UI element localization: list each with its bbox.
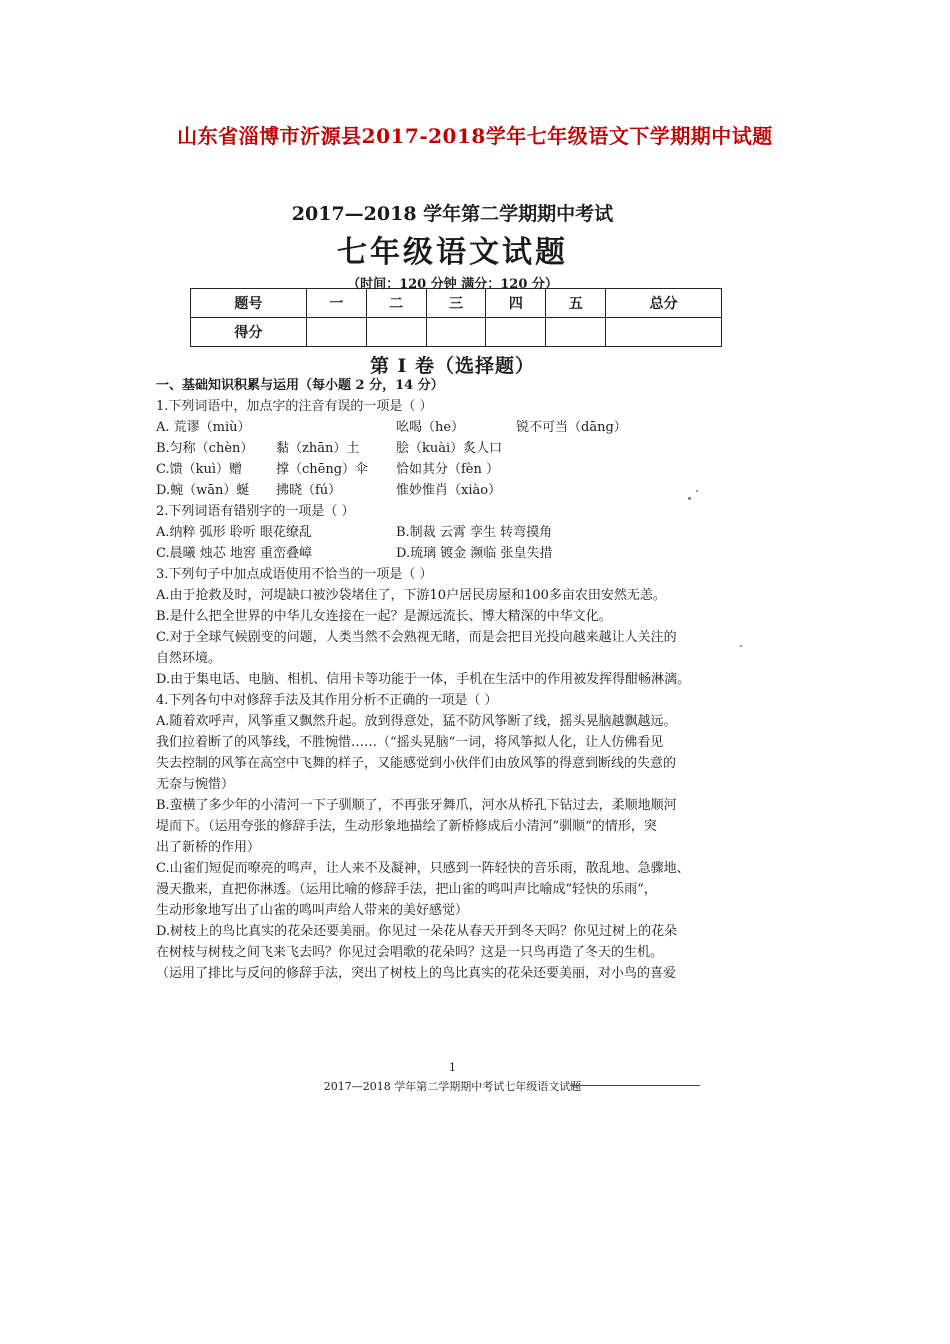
- score-cell: 二: [366, 289, 426, 318]
- page-footer: [140, 1061, 765, 1094]
- option-part: 锐不可当（dāng）: [516, 420, 627, 435]
- option-part: 吆喝（he）: [396, 420, 465, 435]
- question-line: A.随着欢呼声，风筝重又飘然升起。放到得意处，猛不防风筝断了线，摇头晃脑越飘越远。: [156, 714, 677, 729]
- option-part: B.匀称（chèn）: [156, 441, 254, 456]
- option-part: A.纳粹 弧形 聆听 眼花缭乱: [156, 525, 312, 540]
- question-line: D.由于集电话、电脑、相机、信用卡等功能于一体，手机在生活中的作用被发挥得酣畅淋漓。: [156, 672, 691, 687]
- score-cell: [606, 318, 722, 347]
- question-stem: 1.下列词语中，加点字的注音有误的一项是（ ）: [156, 399, 433, 414]
- option-part: 撑（chēng）伞: [276, 462, 369, 477]
- document-title: 山东省淄博市沂源县2017-2018学年七年级语文下学期期中试题: [177, 124, 773, 148]
- question-line: 无奈与惋惜）: [156, 777, 235, 792]
- option-part: 恰如其分（fèn ）: [396, 462, 500, 477]
- question-body: [156, 375, 751, 984]
- page-number: 1: [449, 1061, 456, 1074]
- score-cell: 五: [546, 289, 606, 318]
- score-cell: [366, 318, 426, 347]
- score-cell: 总分: [606, 289, 722, 318]
- section-heading: 一、基础知识积累与运用（每小题 2 分，14 分）: [156, 378, 444, 393]
- question-line: B.是什么把全世界的中华儿女连接在一起？是源远流长、博大精深的中华文化。: [156, 609, 612, 624]
- score-cell: 三: [426, 289, 486, 318]
- score-cell: [546, 318, 606, 347]
- question-line: C.山雀们短促而嘹亮的鸣声，让人来不及凝神，只感到一阵轻快的音乐雨，散乱地、急骤地、: [156, 861, 690, 876]
- option-row: [156, 417, 751, 438]
- question-stem: 3.下列句子中加点成语使用不恰当的一项是（ ）: [156, 567, 433, 582]
- option-part: 黏（zhān）土: [276, 441, 360, 456]
- volume-title: 第 Ⅰ 卷（选择题）: [369, 355, 536, 377]
- option-part: 拂晓（fú）: [276, 483, 342, 498]
- question-line: 失去控制的风筝在高空中飞舞的样子，又能感觉到小伙伴们由放风筝的得意到断线的失意的: [156, 756, 677, 771]
- question-stem: 2.下列词语有错别字的一项是（ ）: [156, 504, 355, 519]
- question-line: 在树枝与树枝之间飞来飞去吗？你见过会唱歌的花朵吗？这是一只鸟再造了冬天的生机。: [156, 945, 664, 960]
- option-row: [156, 438, 751, 459]
- scanned-exam-page: [140, 185, 765, 1105]
- scan-speck: [740, 645, 742, 647]
- score-cell: 题号: [191, 289, 307, 318]
- option-row: [156, 543, 751, 564]
- question-line: 我们拉着断了的风筝线，不胜惋惜……（“摇头晃脑“一词，将风筝拟人化，让人仿佛看见: [156, 735, 664, 750]
- score-cell: 得分: [191, 318, 307, 347]
- question-line: B.蛮横了多少年的小清河一下子驯顺了，不再张牙舞爪，河水从桥孔下钻过去，柔顺地顺河: [156, 798, 677, 813]
- score-cell: [486, 318, 546, 347]
- scan-speck: [696, 490, 698, 492]
- question-line: 出了新桥的作用）: [156, 840, 261, 855]
- option-row: [156, 522, 751, 543]
- option-row: [156, 480, 751, 501]
- footer-rule: [570, 1085, 700, 1086]
- option-part: A. 荒谬（miù）: [156, 420, 251, 435]
- option-part: D.琉璃 镀金 濒临 张皇失措: [396, 546, 553, 561]
- score-cell: [306, 318, 366, 347]
- question-line: 堤而下。（运用夸张的修辞手法，生动形象地描绘了新桥修成后小清河”驯顺“的情形，突: [156, 819, 657, 834]
- exam-heading: 2017—2018 学年第二学期期中考试: [291, 203, 614, 225]
- score-table: [190, 288, 722, 347]
- scan-speck: [688, 497, 691, 500]
- question-line: C.对于全球气候剧变的问题，人类当然不会熟视无睹，而是会把目光投向越来越让人关注的: [156, 630, 677, 645]
- option-row: [156, 459, 751, 480]
- question-line: （运用了排比与反问的修辞手法，突出了树枝上的鸟比真实的花朵还要美丽，对小鸟的喜爱: [156, 966, 677, 981]
- option-part: C.馈（kuì）赠: [156, 462, 243, 477]
- score-table-score-row: [191, 318, 722, 347]
- option-part: 惟妙惟肖（xiào）: [396, 483, 502, 498]
- option-part: C.晨曦 烛芯 地窖 重峦叠嶂: [156, 546, 313, 561]
- question-line: D.树枝上的鸟比真实的花朵还要美丽。你见过一朵花从春天开到冬天吗？你见过树上的花朵: [156, 924, 678, 939]
- option-part: 脍（kuài）炙人口: [396, 441, 503, 456]
- option-part: B.制裁 云霄 孪生 转弯摸角: [396, 525, 553, 540]
- footer-text: 2017—2018 学年第二学期期中考试七年级语文试题: [323, 1080, 582, 1093]
- exam-time-info: （时间：120 分钟 满分：120 分）: [347, 277, 558, 292]
- score-cell: 一: [306, 289, 366, 318]
- score-cell: 四: [486, 289, 546, 318]
- question-line: A.由于抢救及时，河堤缺口被沙袋堵住了，下游10户居民房屋和100多亩农田安然无恙。: [156, 588, 666, 603]
- question-line: 生动形象地写出了山雀的鸣叫声给人带来的美好感觉）: [156, 903, 469, 918]
- question-line: 漫天撒来，直把你淋透。（运用比喻的修辞手法，把山雀的鸣叫声比喻成”轻快的乐雨“，: [156, 882, 657, 897]
- exam-subject-title: 七年级语文试题: [337, 235, 568, 270]
- question-line: 自然环境。: [156, 651, 222, 666]
- score-cell: [426, 318, 486, 347]
- question-stem: 4.下列各句中对修辞手法及其作用分析不正确的一项是（ ）: [156, 693, 498, 708]
- option-part: D.蜿（wān）蜒: [156, 483, 250, 498]
- score-table-header-row: [191, 289, 722, 318]
